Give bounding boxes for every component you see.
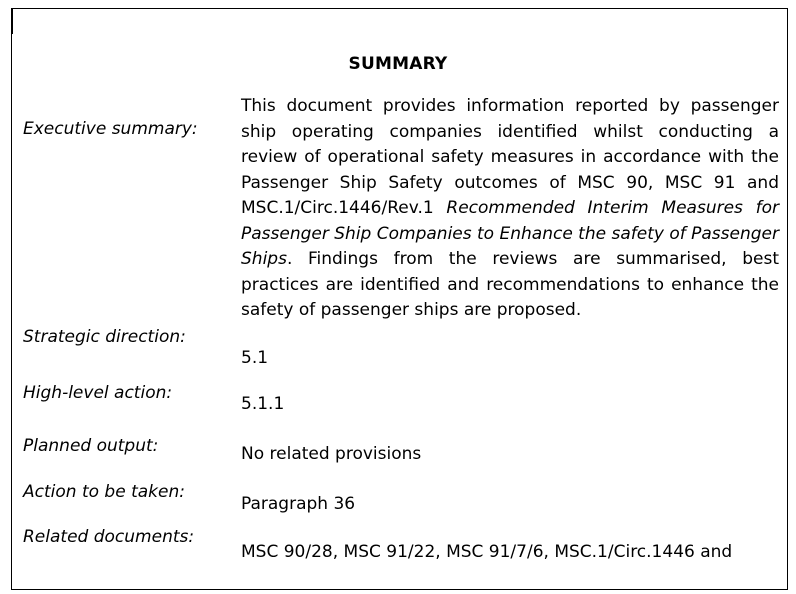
executive-summary-text [241,94,779,324]
related-documents-label: Related documents: [23,527,195,547]
executive-summary-label: Executive summary: [23,119,198,139]
high-level-action-value: 5.1.1 [241,394,285,414]
planned-output-value: No related provisions [241,444,422,464]
high-level-action-label: High-level action: [23,383,173,403]
related-documents-value: MSC 90/28, MSC 91/22, MSC 91/7/6, MSC.1/Circ.1446 and [241,542,733,562]
action-to-be-taken-value: Paragraph 36 [241,494,356,514]
strategic-direction-value: 5.1 [241,348,269,368]
executive-summary-text-part2: . Findings from the reviews are summarised, best practices are identified and recommendations to enhance the safety of passenger ships are proposed. [241,249,779,320]
frame-notch [11,8,13,34]
executive-summary-text-italic: Recommended Interim Measures for Passenger Ship Companies to Enhance the safety of Passenger Ships [241,198,779,269]
planned-output-label: Planned output: [23,436,159,456]
executive-summary-text-part1: This document provides information reported by passenger ship operating companies identified whilst conducting a review of operational safety measures in accordance with the Passenger Ship Safety outcomes of MSC 90, MSC 91 and MSC.1/Circ.1446/Rev.1 [241,96,779,218]
action-to-be-taken-label: Action to be taken: [23,482,185,502]
summary-title: SUMMARY [348,54,448,74]
strategic-direction-label: Strategic direction: [23,327,186,347]
